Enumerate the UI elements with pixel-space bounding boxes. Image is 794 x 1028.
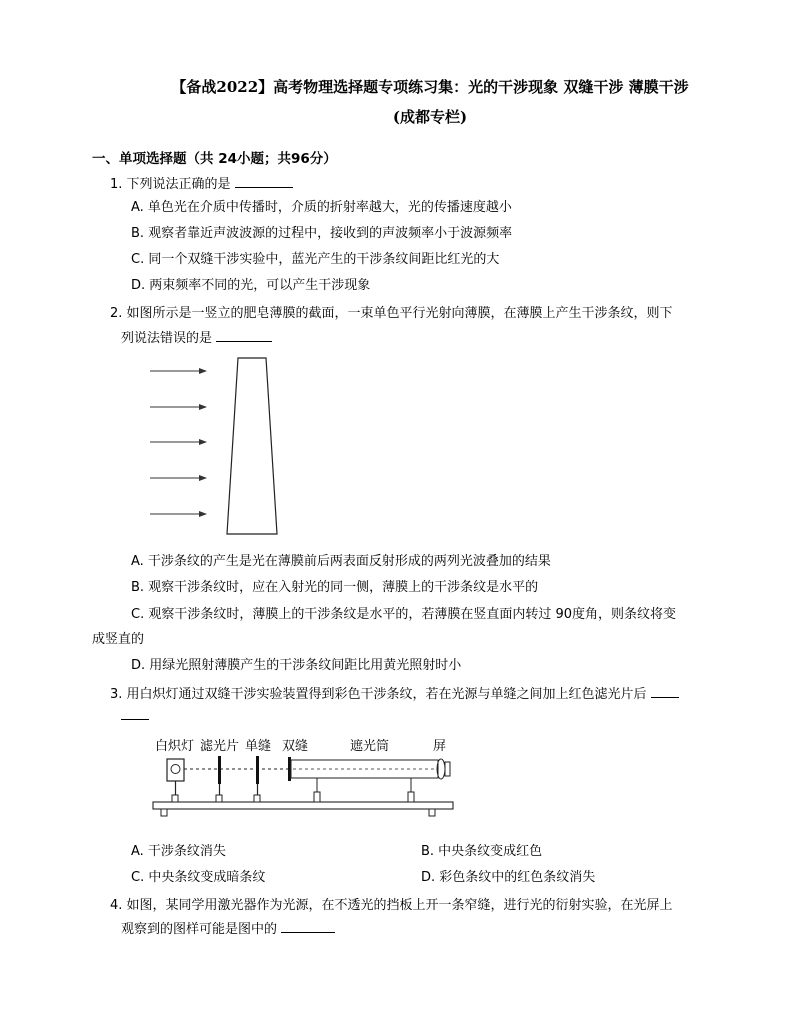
incident-light-arrows	[150, 371, 206, 514]
question-1-option-c: C. 同一个双缝干涉实验中，蓝光产生的干涉条纹间距比红光的大	[131, 252, 500, 267]
question-1-option-d: D. 两束频率不同的光，可以产生干涉现象	[131, 278, 371, 293]
page-title: 【备战2022】高考物理选择题专项练习集：光的干涉现象 双缝干涉 薄膜干涉	[171, 78, 689, 96]
question-2-option-c: C. 观察干涉条纹时，薄膜上的干涉条纹是水平的，若薄膜在竖直面内转过 90度角，则条纹将变	[131, 607, 677, 622]
label-lamp: 白炽灯	[155, 739, 195, 754]
question-1-option-a: A. 单色光在介质中传播时，介质的折射率越大，光的传播速度越小	[131, 200, 512, 215]
question-2-option-a: A. 干涉条纹的产生是光在薄膜前后两表面反射形成的两列光波叠加的结果	[131, 554, 551, 569]
question-2-option-c-wrap: 成竖直的	[92, 632, 145, 647]
label-filter: 滤光片	[200, 739, 240, 754]
question-3-option-a: A. 干涉条纹消失	[131, 844, 226, 859]
question-2-text-line2: 列说法错误的是	[121, 331, 213, 346]
soap-film-figure	[140, 350, 300, 540]
label-screen: 屏	[433, 739, 447, 754]
question-1-option-b: B. 观察者靠近声波波源的过程中，接收到的声波频率小于波源频率	[131, 226, 513, 241]
answer-blank	[281, 918, 335, 933]
page-subtitle: (成都专栏)	[392, 108, 468, 126]
label-shade-tube: 遮光筒	[350, 739, 390, 754]
answer-blank	[651, 683, 679, 698]
soap-film-cross-section	[227, 358, 277, 534]
question-1-number: 1.	[110, 177, 123, 192]
question-3-text: 用白炽灯通过双缝干涉实验装置得到彩色干涉条纹，若在光源与单缝之间加上红色滤光片后	[126, 687, 647, 702]
optical-bench	[153, 792, 453, 816]
question-4-stem-line2	[121, 918, 335, 937]
question-2-text-line1: 如图所示是一竖立的肥皂薄膜的截面，一束单色平行光射向薄膜，在薄膜上产生干涉条纹，则下	[126, 306, 673, 321]
question-2-option-b: B. 观察干涉条纹时，应在入射光的同一侧，薄膜上的干涉条纹是水平的	[131, 580, 539, 595]
section-heading: 一、单项选择题（共 24小题；共96分）	[92, 151, 337, 167]
question-1-stem	[110, 173, 293, 192]
question-2-stem-line2	[121, 327, 272, 346]
answer-blank	[121, 705, 149, 720]
question-3-option-c: C. 中央条纹变成暗条纹	[131, 870, 266, 885]
question-2-number: 2.	[110, 306, 123, 321]
answer-blank	[216, 327, 272, 342]
question-3-option-d: D. 彩色条纹中的红色条纹消失	[421, 870, 596, 885]
label-double-slit: 双缝	[282, 739, 309, 754]
question-2-stem	[110, 302, 673, 321]
question-4-text-line2: 观察到的图样可能是图中的	[121, 922, 278, 937]
double-slit-apparatus-figure	[145, 732, 625, 832]
question-4-stem	[110, 894, 673, 913]
question-2-option-d: D. 用绿光照射薄膜产生的干涉条纹间距比用黄光照射时小	[131, 658, 462, 673]
question-3-option-b: B. 中央条纹变成红色	[421, 844, 543, 859]
question-1-text: 下列说法正确的是	[126, 177, 231, 192]
label-single-slit: 单缝	[245, 739, 272, 754]
question-4-number: 4.	[110, 898, 123, 913]
question-3-number: 3.	[110, 687, 123, 702]
question-3-blank-wrap	[121, 705, 149, 724]
question-4-text-line1: 如图，某同学用激光器作为光源，在不透光的挡板上开一条窄缝，进行光的衍射实验，在光屏上	[126, 898, 673, 913]
shade-tube-icon	[288, 757, 450, 792]
question-3-stem	[110, 683, 679, 702]
answer-blank	[235, 173, 293, 188]
